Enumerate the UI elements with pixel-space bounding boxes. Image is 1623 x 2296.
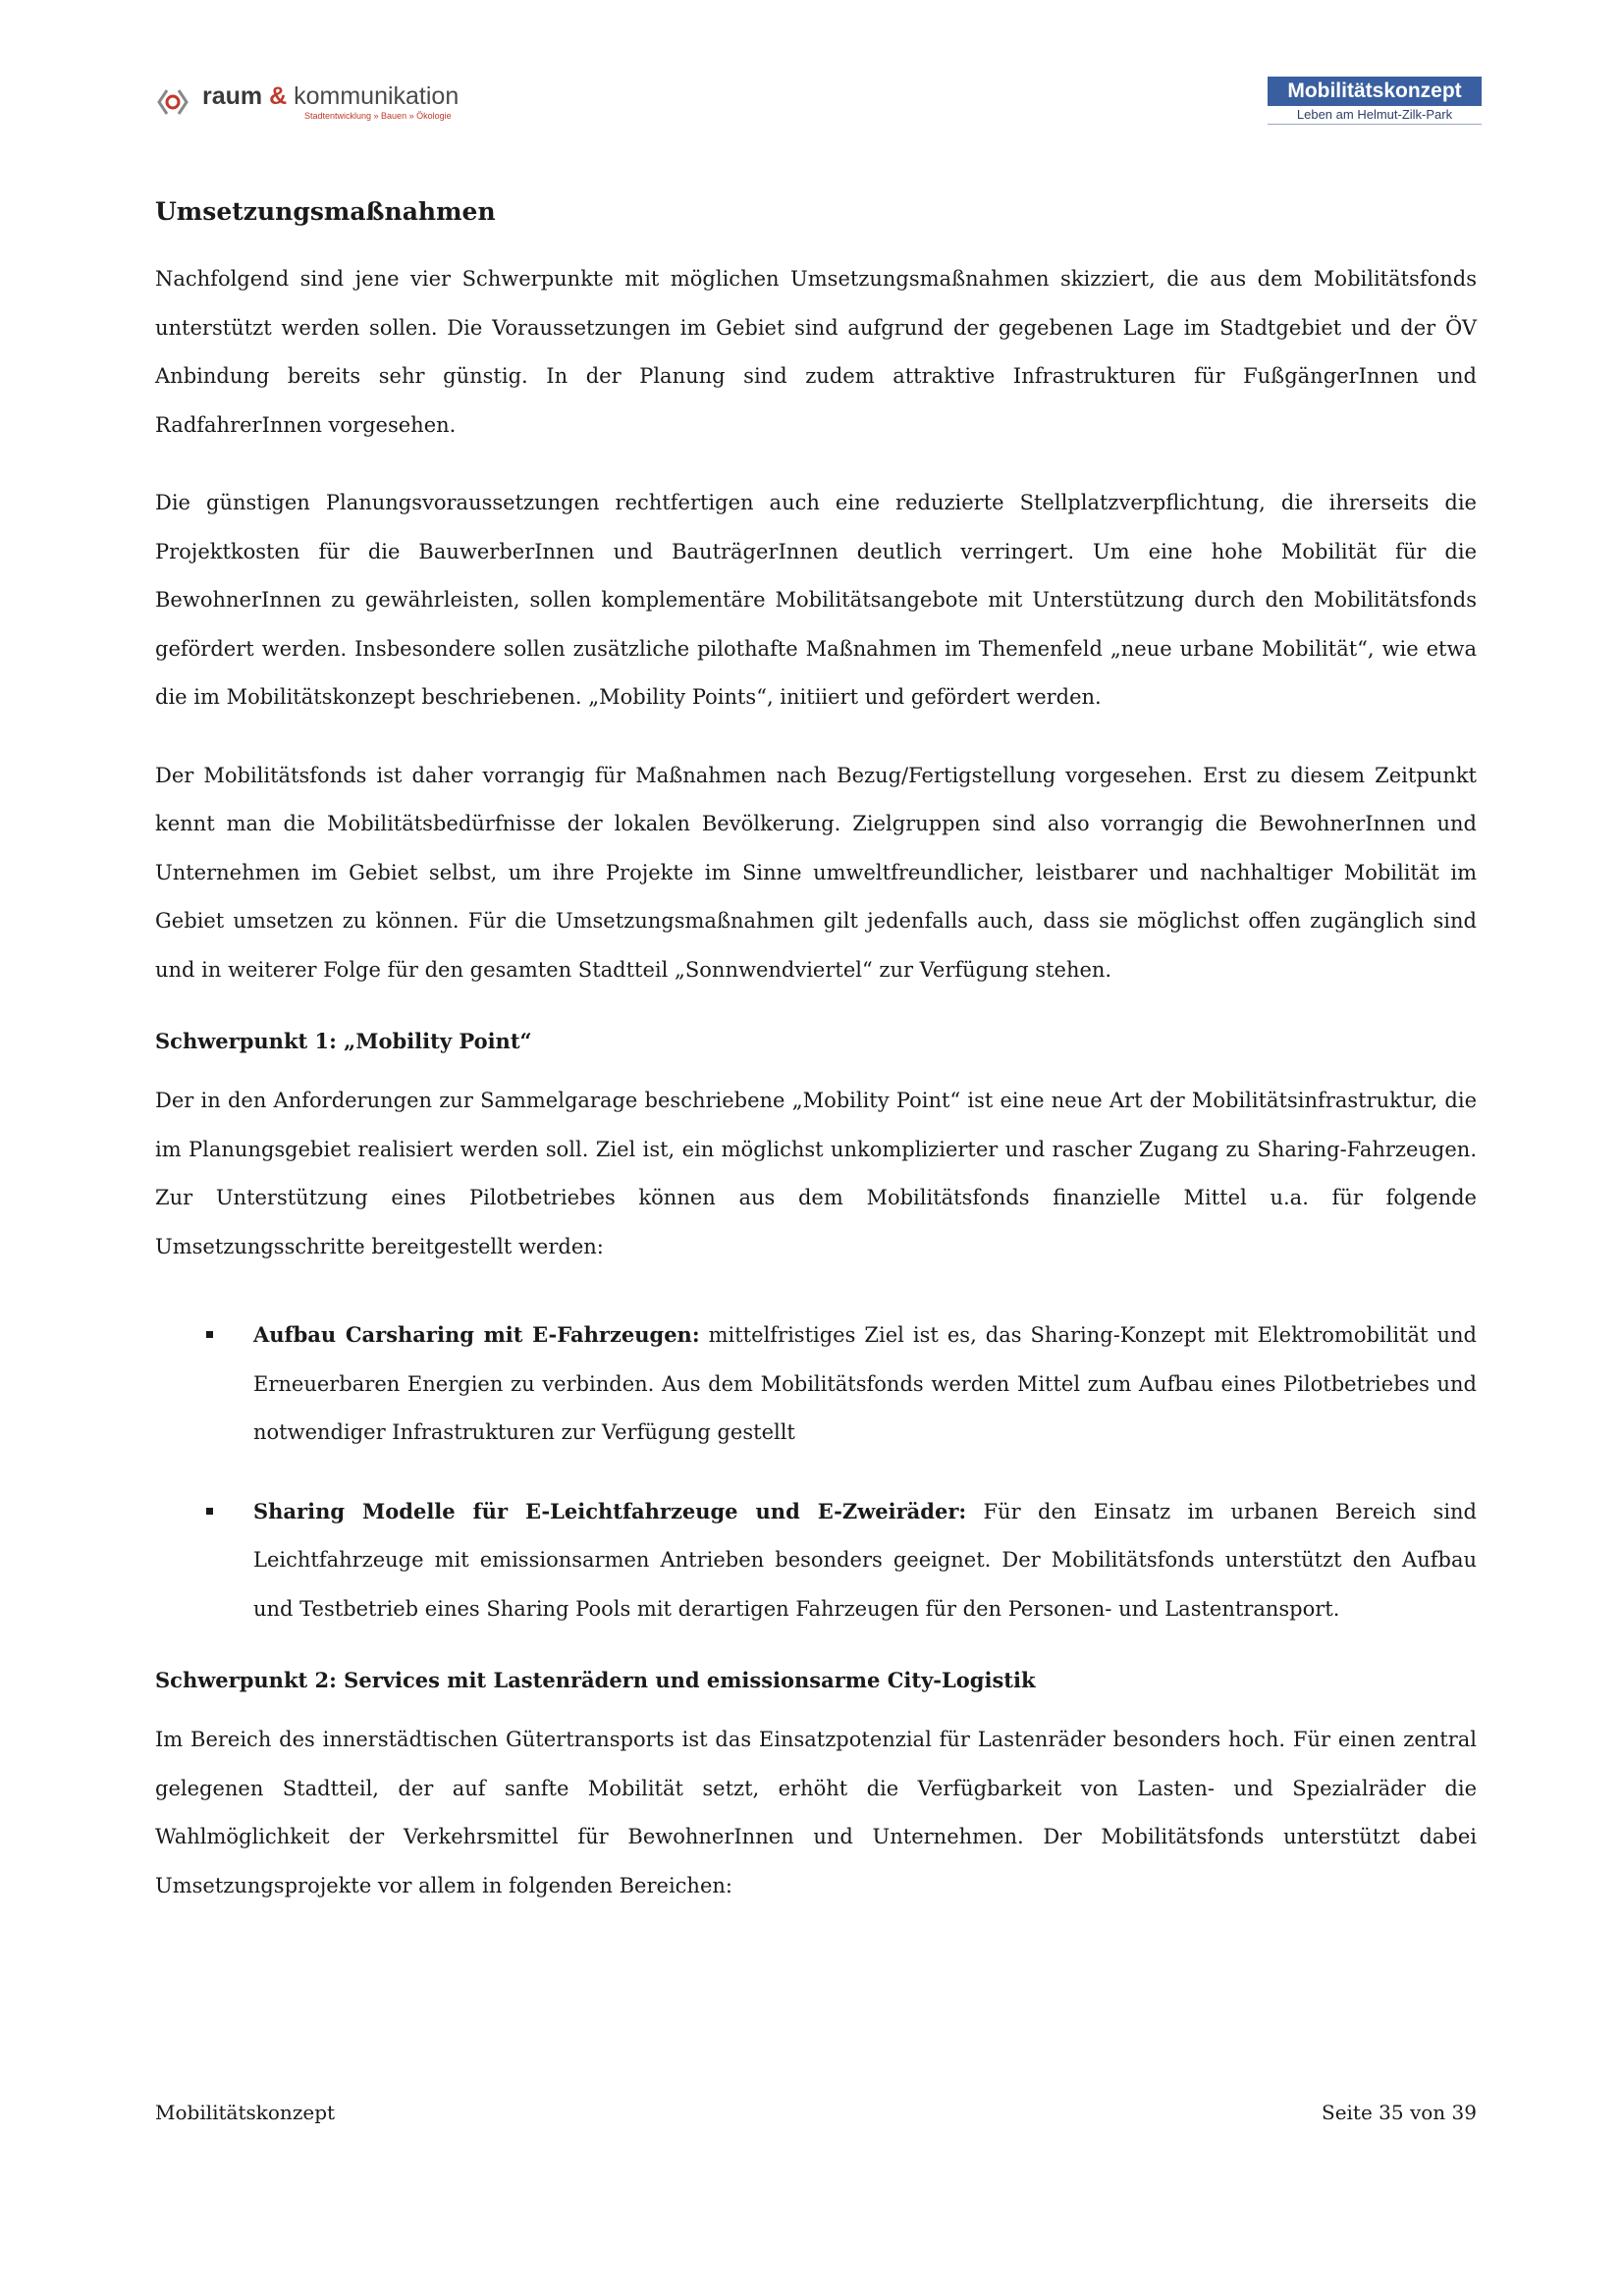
intro-paragraph-3: Der Mobilitätsfonds ist daher vorrangig für Maßnahmen nach Bezug/Fertigstellung vorgesehen. Erst zu diesem Zeitpunkt kennt man die Mobilitätsbedürfnisse der lokalen Bevölkerung. Zielgruppen sind also vorrangig die BewohnerInnen und Unternehmen im Gebiet selbst, um ihre Projekte im Sinne umweltfreundlicher, leistbarer und nachhaltiger Mobilität im Gebiet umsetzen zu können. Für die Umsetzungsmaßnahmen gilt jedenfalls auch, dass sie möglichst offen zugänglich sind und in weiterer Folge für den gesamten Stadtteil „Sonnwendviertel“ zur Verfügung stehen.	[155, 763, 1477, 982]
list-item-text: Für den Einsatz im urbanen Bereich sind Leichtfahrzeuge mit emissionsarmen Antrieben besonders geeignet. Der Mobilitätsfonds unterstützt den Aufbau und Testbetrieb eines Sharing Pools mit derartigen Fahrzeugen für den Personen- und Lastentransport.	[253, 1499, 1478, 1621]
footer-document-title: Mobilitätskonzept	[155, 2101, 336, 2124]
list-item-text: mittelfristiges Ziel ist es, das Sharing-Konzept mit Elektromobilität und Erneuerbaren Energien zu verbinden. Aus dem Mobilitätsfonds werden Mittel zum Aufbau eines Pilotbetriebes und notwendiger Infrastrukturen zur Verfügung gestellt	[253, 1323, 1477, 1444]
raum-kommunikation-logo-icon	[153, 82, 192, 122]
logo-ampersand: &	[269, 82, 288, 110]
project-logo-subtitle: Leben am Helmut-Zilk-Park	[1268, 106, 1482, 125]
page-number: Seite 35 von 39	[1322, 2101, 1477, 2124]
section-1-bullet-list	[155, 1310, 1477, 1633]
list-item	[155, 1487, 1477, 1634]
section-2-paragraph: Im Bereich des innerstädtischen Gütertransports ist das Einsatzpotenzial für Lastenräder besonders hoch. Für einen zentral gelegenen Stadtteil, der auf sanfte Mobilität setzt, erhöht die Verfügbarkeit von Lasten- und Spezialräder die Wahlmöglichkeit der Verkehrsmittel für BewohnerInnen und Unternehmen. Der Mobilitätsfonds unterstützt dabei Umsetzungsprojekte vor allem in folgenden Bereichen:	[155, 1728, 1477, 1897]
page-title: Umsetzungsmaßnahmen	[155, 197, 496, 226]
section-2-heading: Schwerpunkt 2: Services mit Lastenrädern und emissionsarme City-Logistik	[155, 1668, 1036, 1692]
page-footer	[155, 2101, 1477, 2124]
section-1-paragraph: Der in den Anforderungen zur Sammelgarage beschriebene „Mobility Point“ ist eine neue Art der Mobilitätsinfrastruktur, die im Planungsgebiet realisiert werden soll. Ziel ist, ein möglichst unkomplizierter und rascher Zugang zu Sharing-Fahrzeugen. Zur Unterstützung eines Pilotbetriebes können aus dem Mobilitätsfonds finanzielle Mittel u.a. für folgende Umsetzungsschritte bereitgestellt werden:	[155, 1089, 1477, 1258]
list-item-lead: Sharing Modelle für E-Leichtfahrzeuge und E-Zweiräder:	[253, 1498, 967, 1523]
list-item-lead: Aufbau Carsharing mit E-Fahrzeugen:	[253, 1322, 700, 1347]
list-item	[155, 1310, 1477, 1458]
square-bullet-icon	[206, 1331, 213, 1338]
project-logo	[1268, 77, 1482, 125]
intro-paragraph-2: Die günstigen Planungsvoraussetzungen rechtfertigen auch eine reduzierte Stellplatzverpflichtung, die ihrerseits die Projektkosten für die BauwerberInnen und BauträgerInnen deutlich verringert. Um eine hohe Mobilität für die BewohnerInnen zu gewährleisten, sollen komplementäre Mobilitätsangebote mit Unterstützung durch den Mobilitätsfonds gefördert werden. Insbesondere sollen zusätzliche pilothafte Maßnahmen im Themenfeld „neue urbane Mobilität“, wie etwa die im Mobilitätskonzept beschriebenen. „Mobility Points“, initiiert und gefördert werden.	[155, 491, 1477, 709]
logo-name-bold: raum	[202, 82, 263, 110]
intro-paragraph-1: Nachfolgend sind jene vier Schwerpunkte mit möglichen Umsetzungsmaßnahmen skizziert, die aus dem Mobilitätsfonds unterstützt werden sollen. Die Voraussetzungen im Gebiet sind aufgrund der gegebenen Lage im Stadtgebiet und der ÖV Anbindung bereits sehr günstig. In der Planung sind zudem attraktive Infrastrukturen für FußgängerInnen und RadfahrerInnen vorgesehen.	[155, 267, 1477, 437]
logo-name-rest: kommunikation	[294, 82, 460, 110]
logo-tagline: Stadtentwicklung » Bauen » Ökologie	[304, 111, 452, 121]
section-1-heading: Schwerpunkt 1: „Mobility Point“	[155, 1029, 532, 1053]
square-bullet-icon	[206, 1508, 213, 1515]
company-logo	[153, 75, 459, 130]
document-body	[155, 192, 1477, 1940]
project-logo-title: Mobilitätskonzept	[1268, 77, 1482, 106]
